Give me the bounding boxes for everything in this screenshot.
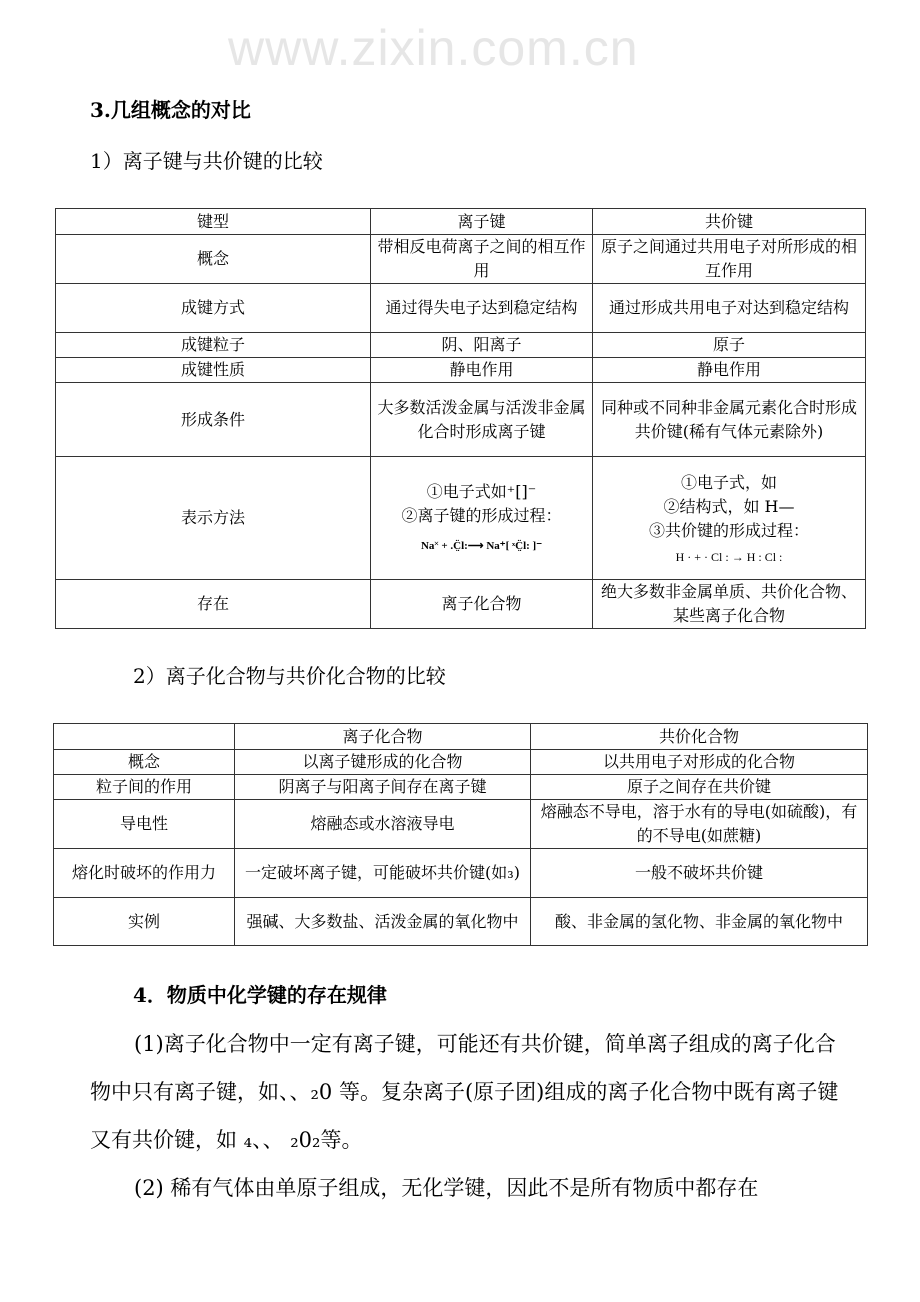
table-row <box>54 849 868 898</box>
row-label: 存在 <box>56 580 371 629</box>
row-label: 表示方法 <box>56 457 371 580</box>
row-label: 成键方式 <box>56 284 371 333</box>
table-row <box>54 750 868 775</box>
table-cell: 阴离子与阳离子间存在离子键 <box>235 775 531 800</box>
subsection-1-title: 1）离子键与共价键的比较 <box>90 149 323 173</box>
header-cell: 离子键 <box>371 209 593 235</box>
row-label: 成键性质 <box>56 358 371 383</box>
table-cell: 原子之间通过共用电子对所形成的相互作用 <box>593 235 866 284</box>
table-cell: 熔融态不导电，溶于水有的导电(如硫酸)，有的不导电(如蔗糖) <box>531 800 868 849</box>
table-header-row <box>56 209 866 235</box>
table-cell <box>593 457 866 580</box>
watermark: www.zixin.com.cn <box>228 20 639 76</box>
table-cell: 熔融态或水溶液导电 <box>235 800 531 849</box>
header-cell: 共价键 <box>593 209 866 235</box>
table-row <box>56 580 866 629</box>
line: ②结构式，如 H— <box>663 497 795 516</box>
row-label: 概念 <box>54 750 235 775</box>
line: ②离子键的形成过程： <box>401 506 562 525</box>
table-cell <box>371 457 593 580</box>
table-cell: 酸、非金属的氢化物、非金属的氧化物中 <box>531 898 868 946</box>
row-label: 实例 <box>54 898 235 946</box>
section-4-title: 4．物质中化学键的存在规律 <box>133 983 387 1007</box>
table-row <box>56 333 866 358</box>
row-label: 熔化时破坏的作用力 <box>54 849 235 898</box>
table-cell: 以共用电子对形成的化合物 <box>531 750 868 775</box>
table-cell: 阴、阳离子 <box>371 333 593 358</box>
table-header-row <box>54 724 868 750</box>
table-row <box>56 235 866 284</box>
row-label: 概念 <box>56 235 371 284</box>
table-cell: 通过形成共用电子对达到稳定结构 <box>593 284 866 333</box>
row-label: 导电性 <box>54 800 235 849</box>
ionic-bond-formation-formula: Na˟ + .C̤̈l:⟶ Na⁺[ ˣC̤̈l: ]⁻ <box>420 540 543 552</box>
table-cell: 以离子键形成的化合物 <box>235 750 531 775</box>
paragraph-2: (2) 稀有气体由单原子组成，无化学键，因此不是所有物质中都存在 <box>134 1176 759 1200</box>
row-label: 成键粒子 <box>56 333 371 358</box>
header-cell <box>54 724 235 750</box>
table-row <box>54 898 868 946</box>
table-cell: 通过得失电子达到稳定结构 <box>371 284 593 333</box>
ionic-covalent-compound-table <box>53 723 868 946</box>
header-cell: 共价化合物 <box>531 724 868 750</box>
section-4-body <box>0 1020 920 1212</box>
table-cell: 一定破坏离子键，可能破坏共价键(如₃) <box>235 849 531 898</box>
covalent-bond-formation-formula: H · + · Cl : → H : Cl : <box>675 550 783 564</box>
table-row <box>56 457 866 580</box>
table-cell: 原子之间存在共价键 <box>531 775 868 800</box>
row-label: 粒子间的作用 <box>54 775 235 800</box>
line: ①电子式，如 <box>680 473 777 492</box>
table-cell: 强碱、大多数盐、活泼金属的氧化物中 <box>235 898 531 946</box>
table-row <box>56 284 866 333</box>
table-cell: 静电作用 <box>593 358 866 383</box>
table-cell: 一般不破坏共价键 <box>531 849 868 898</box>
table-cell: 静电作用 <box>371 358 593 383</box>
paragraph-1: (1)离子化合物中一定有离子键，可能还有共价键，简单离子组成的离子化合物中只有离子键，如、、₂0 等。复杂离子(原子团)组成的离子化合物中既有离子键又有共价键，如 ₄、、 ₂0₂等。 <box>90 1032 839 1152</box>
subsection-2-title: 2）离子化合物与共价化合物的比较 <box>133 664 446 688</box>
table-cell: 原子 <box>593 333 866 358</box>
section-3-title: 3.几组概念的对比 <box>90 98 251 122</box>
ionic-covalent-bond-table <box>55 208 866 629</box>
table-cell: 绝大多数非金属单质、共价化合物、某些离子化合物 <box>593 580 866 629</box>
table-row <box>54 775 868 800</box>
table-row <box>56 358 866 383</box>
line: ③共价键的形成过程： <box>648 521 809 540</box>
line: ①电子式如⁺[]⁻ <box>426 482 537 501</box>
header-cell: 离子化合物 <box>235 724 531 750</box>
table-cell: 大多数活泼金属与活泼非金属化合时形成离子键 <box>371 383 593 457</box>
table-cell: 同种或不同种非金属元素化合时形成共价键(稀有气体元素除外) <box>593 383 866 457</box>
table-cell: 带相反电荷离子之间的相互作用 <box>371 235 593 284</box>
header-cell: 键型 <box>56 209 371 235</box>
table-cell: 离子化合物 <box>371 580 593 629</box>
table-row <box>54 800 868 849</box>
row-label: 形成条件 <box>56 383 371 457</box>
table-row <box>56 383 866 457</box>
